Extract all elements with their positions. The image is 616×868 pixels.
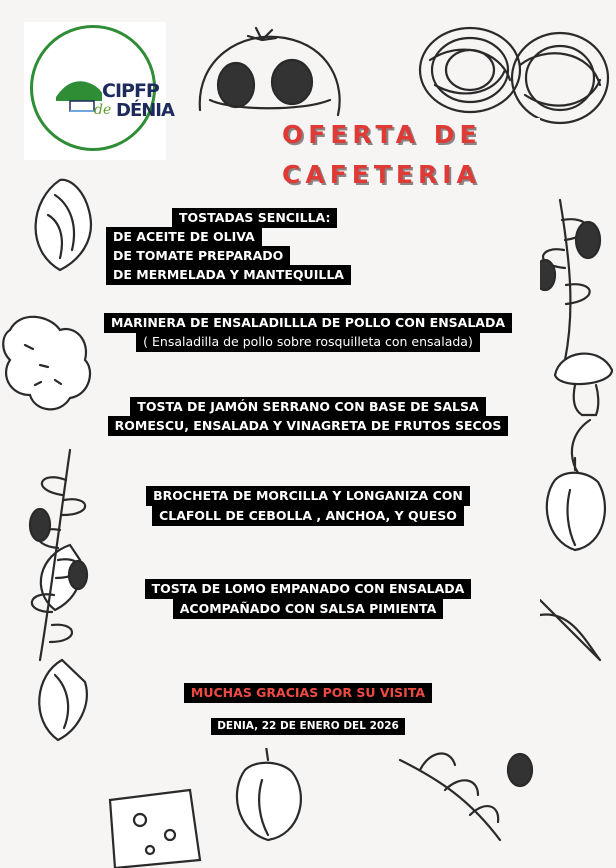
tostadas-heading: TOSTADAS SENCILLA: (172, 208, 337, 228)
marinera-description: ( Ensaladilla de pollo sobre rosquilleta con ensalada) (136, 332, 480, 352)
logo-text-de: de (94, 102, 112, 118)
tostadas-item-1: DE ACEITE DE OLIVA (106, 227, 262, 247)
logo-text-city: DÉNIA (116, 100, 174, 121)
tosta-lomo-line-2: ACOMPAÑADO CON SALSA PIMIENTA (173, 599, 444, 619)
cheese-drawing (110, 790, 200, 868)
logo (24, 22, 174, 160)
tostadas-item-2: DE TOMATE PREPARADO (106, 246, 290, 266)
date-line: DENIA, 22 DE ENERO DEL 2026 (211, 718, 405, 735)
tosta-jamon-line-2: ROMESCU, ENSALADA Y VINAGRETA DE FRUTOS SECOS (108, 416, 509, 436)
tosta-jamon-line-1: TOSTA DE JAMÓN SERRANO CON BASE DE SALSA (130, 397, 485, 417)
tomato-drawing (200, 28, 340, 115)
tosta-lomo-line-1: TOSTA DE LOMO EMPANADO CON ENSALADA (145, 579, 472, 599)
croissant-drawing (36, 180, 91, 740)
brocheta-line-1: BROCHETA DE MORCILLA Y LONGANIZA CON (146, 486, 470, 506)
logo-text-cipfp: CIPFP (102, 80, 159, 102)
marinera-title: MARINERA DE ENSALADILLLA DE POLLO CON ENSALADA (104, 313, 512, 333)
title-line-1: OFERTA DE (282, 120, 482, 149)
pasta-nest-drawing (420, 28, 608, 123)
thanks-message: MUCHAS GRACIAS POR SU VISITA (184, 683, 432, 703)
brocheta-line-2: CLAFOLL DE CEBOLLA , ANCHOA, Y QUESO (152, 506, 464, 526)
title-line-2: CAFETERIA (282, 160, 481, 189)
tostadas-item-3: DE MERMELADA Y MANTEQUILLA (106, 265, 351, 285)
